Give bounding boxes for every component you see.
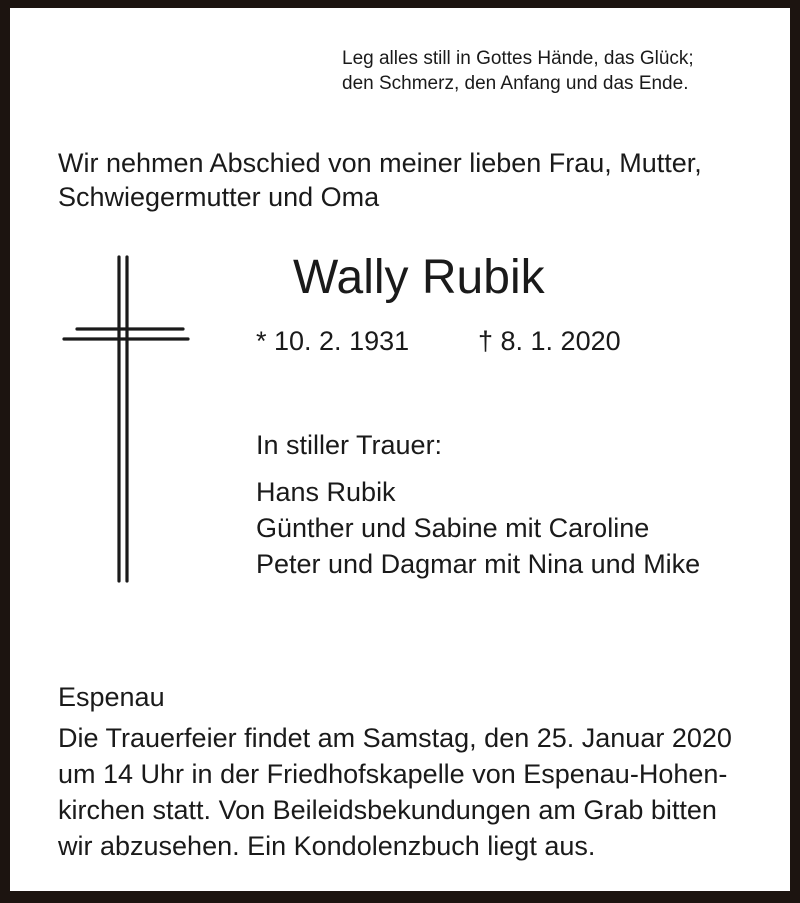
birth-date: * 10. 2. 1931 [256, 326, 410, 356]
motto-verse [342, 46, 694, 96]
cross-icon [60, 255, 190, 585]
obituary-card [10, 8, 790, 891]
death-date: † 8. 1. 2020 [478, 326, 621, 356]
service-line: wir abzusehen. Ein Kondolenzbuch liegt aus. [58, 831, 596, 861]
family-member: Hans Rubik [256, 477, 396, 507]
motto-line: Leg alles still in Gottes Hände, das Glück; [342, 48, 694, 69]
deceased-name: Wally Rubik [293, 251, 545, 304]
intro-line: Wir nehmen Abschied von meiner lieben Frau, Mutter, [58, 148, 702, 178]
motto-line: den Schmerz, den Anfang und das Ende. [342, 73, 689, 94]
service-line: Die Trauerfeier findet am Samstag, den 25. Januar 2020 [58, 723, 732, 753]
place-name: Espenau [58, 682, 165, 712]
service-line: kirchen statt. Von Beileidsbekundungen am Grab bitten [58, 795, 717, 825]
intro-line: Schwiegermutter und Oma [58, 182, 380, 212]
family-list [256, 474, 700, 582]
intro-text [58, 146, 702, 214]
service-info [58, 720, 732, 864]
service-line: um 14 Uhr in der Friedhofskapelle von Espenau-Hohen- [58, 759, 728, 789]
family-member: Günther und Sabine mit Caroline [256, 513, 650, 543]
mourning-label: In stiller Trauer: [256, 430, 443, 460]
family-member: Peter und Dagmar mit Nina und Mike [256, 549, 701, 579]
